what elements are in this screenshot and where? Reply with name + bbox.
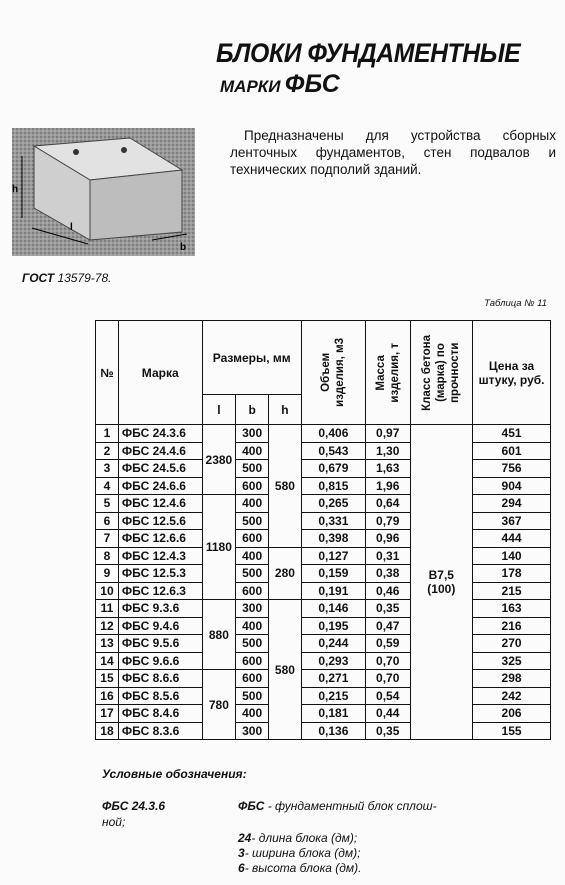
header-price: Цена за штуку, руб. — [473, 321, 551, 425]
table-row: 4 ФБС 24.6.6 600 0,815 1,96 904 — [96, 477, 551, 495]
l-group-880: 880 — [202, 600, 236, 670]
table-row: 5 ФБС 12.4.6 1180 400 0,265 0,64 294 — [96, 495, 551, 513]
table-row: 12 ФБС 9.4.6 400 0,195 0,47 216 — [96, 617, 551, 635]
table-row: 17 ФБС 8.4.6 400 0,181 0,44 206 — [96, 705, 551, 723]
concrete-class: В7,5 (100) — [410, 425, 473, 740]
table-row: 6 ФБС 12.5.6 500 0,331 0,79 367 — [96, 512, 551, 530]
table-row: 3 ФБС 24.5.6 500 0,679 1,63 756 — [96, 460, 551, 478]
legend-code: ФБС 24.3.6 — [102, 799, 166, 813]
l-group-780: 780 — [202, 670, 236, 740]
header-l: l — [202, 395, 236, 425]
table-row: 8 ФБС 12.4.3 400 280 0,127 0,31 140 — [96, 547, 551, 565]
l-group-1180: 1180 — [202, 495, 236, 600]
legend-line-length: 24- длина блока (дм); — [238, 831, 358, 845]
table-row: 11 ФБС 9.3.6 880 300 580 0,146 0,35 163 — [96, 600, 551, 618]
table-row: 1 ФБС 24.3.6 2380 300 580 0,406 0,97 В7,5 (100) 451 — [96, 425, 551, 443]
legend-definition-cont: ной; — [102, 815, 126, 829]
h-group-580-a: 580 — [269, 425, 302, 548]
header-sizes: Размеры, мм — [202, 321, 301, 395]
subtitle-prefix: МАРКИ — [220, 77, 281, 96]
legend-line-width: 3- ширина блока (дм); — [238, 846, 361, 860]
table-row: 9 ФБС 12.5.3 500 0,159 0,38 178 — [96, 565, 551, 583]
gost-reference — [22, 271, 111, 285]
h-group-280: 280 — [269, 547, 302, 600]
header-concrete: Класс бетона (марка) по прочности — [410, 321, 473, 425]
block-photo — [12, 128, 195, 256]
h-group-580-b: 580 — [269, 600, 302, 740]
header-no: № — [96, 321, 119, 425]
gost-prefix: ГОСТ — [22, 271, 55, 285]
table-row: 10 ФБС 12.6.3 600 0,191 0,46 215 — [96, 582, 551, 600]
header-volume: Объем изделия, м3 — [301, 321, 365, 425]
intro-text: Предназначены для устройства сборных ленточных фундаментов, стен подвалов и технических подполий зданий. — [230, 128, 556, 177]
table-row: 14 ФБС 9.6.6 600 0,293 0,70 325 — [96, 652, 551, 670]
legend-definition: ФБС - фундаментный блок сплош- — [238, 799, 437, 813]
l-group-2380: 2380 — [202, 425, 236, 495]
legend-line-height: 6- высота блока (дм). — [238, 861, 362, 875]
header-mark: Марка — [118, 321, 202, 425]
table-number: Таблица № 11 — [484, 298, 547, 309]
subtitle-brand: ФБС — [284, 70, 340, 98]
blocks-table — [95, 320, 551, 740]
photo-label-l: l — [70, 222, 73, 233]
legend-title: Условные обозначения: — [102, 767, 247, 781]
page-title: БЛОКИ ФУНДАМЕНТНЫЕ — [216, 38, 521, 68]
table-row: 13 ФБС 9.5.6 500 0,244 0,59 270 — [96, 635, 551, 653]
header-b: b — [236, 395, 269, 425]
table-row: 15 ФБС 8.6.6 780 600 0,271 0,70 298 — [96, 670, 551, 688]
table-row: 2 ФБС 24.4.6 400 0,543 1,30 601 — [96, 442, 551, 460]
gost-number: 13579-78. — [57, 271, 112, 285]
photo-label-b: b — [180, 242, 187, 253]
photo-label-h: h — [12, 184, 19, 195]
table-row: 18 ФБС 8.3.6 300 0,136 0,35 155 — [96, 722, 551, 740]
page-subtitle — [220, 70, 340, 99]
header-h: h — [269, 395, 302, 425]
legend-lines — [238, 831, 361, 876]
table-row: 16 ФБС 8.5.6 500 0,215 0,54 242 — [96, 687, 551, 705]
header-mass: Масса изделия, т — [365, 321, 410, 425]
table-row: 7 ФБС 12.6.6 600 0,398 0,96 444 — [96, 530, 551, 548]
